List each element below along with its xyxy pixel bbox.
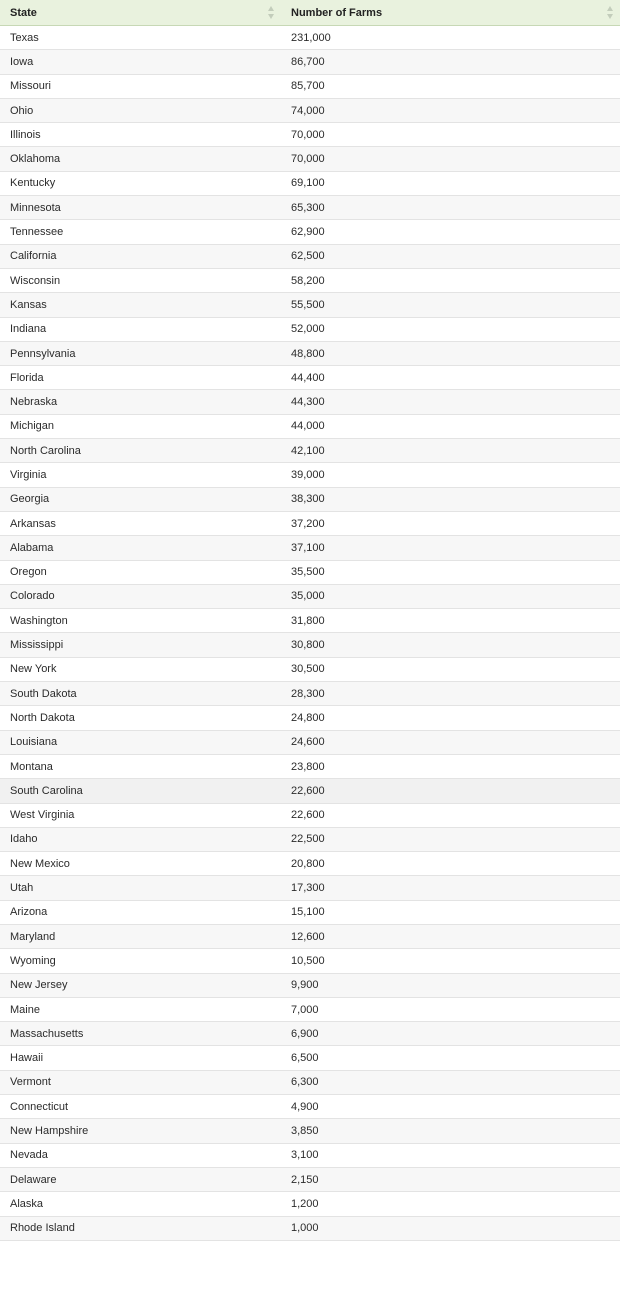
table-row (0, 852, 620, 876)
farms-count-cell: 70,000 (291, 128, 325, 141)
farms-count-cell: 70,000 (291, 153, 325, 166)
table-row (0, 901, 620, 925)
table-row (0, 1144, 620, 1168)
table-row (0, 585, 620, 609)
table-body (0, 26, 620, 1241)
state-cell: Hawaii (10, 1052, 44, 1065)
table-row (0, 828, 620, 852)
farms-count-cell: 6,300 (291, 1076, 319, 1089)
farms-count-cell: 2,150 (291, 1173, 319, 1186)
farms-count-cell: 31,800 (291, 614, 325, 627)
state-cell: Kansas (10, 298, 47, 311)
table-row (0, 415, 620, 439)
table-row (0, 342, 620, 366)
farms-count-cell: 24,800 (291, 711, 325, 724)
farms-count-cell: 55,500 (291, 298, 325, 311)
farms-count-cell: 22,600 (291, 784, 325, 797)
farms-count-cell: 86,700 (291, 55, 325, 68)
state-cell: Alabama (10, 541, 54, 554)
farms-count-cell: 231,000 (291, 31, 331, 44)
table-row (0, 755, 620, 779)
state-cell: Michigan (10, 420, 55, 433)
column-header-number-of-farms[interactable] (281, 0, 620, 25)
table-row (0, 172, 620, 196)
farms-count-cell: 6,900 (291, 1027, 319, 1040)
table-row (0, 1022, 620, 1046)
table-row (0, 439, 620, 463)
state-cell: California (10, 250, 57, 263)
state-cell: Wisconsin (10, 274, 61, 287)
table-row (0, 1095, 620, 1119)
farms-count-cell: 74,000 (291, 104, 325, 117)
farms-count-cell: 44,400 (291, 371, 325, 384)
state-cell: North Carolina (10, 444, 81, 457)
farms-count-cell: 23,800 (291, 760, 325, 773)
state-cell: Florida (10, 371, 44, 384)
farms-count-cell: 48,800 (291, 347, 325, 360)
state-cell: New Hampshire (10, 1125, 89, 1137)
table-row (0, 609, 620, 633)
table-row (0, 658, 620, 682)
state-cell: Mississippi (10, 639, 64, 652)
state-cell: Maryland (10, 930, 56, 943)
column-header-state[interactable] (0, 0, 281, 25)
farms-count-cell: 20,800 (291, 857, 325, 870)
column-header-label: Number of Farms (291, 6, 383, 19)
state-cell: Missouri (10, 80, 51, 93)
table-row (0, 536, 620, 560)
state-cell: Iowa (10, 55, 34, 68)
table-row (0, 925, 620, 949)
state-cell: South Carolina (10, 784, 83, 797)
sort-up-down-icon[interactable] (606, 5, 614, 20)
farms-count-cell: 65,300 (291, 201, 325, 214)
sort-up-down-icon[interactable] (267, 5, 275, 20)
table-row (0, 75, 620, 99)
table-row (0, 779, 620, 803)
table-row (0, 50, 620, 74)
farms-count-cell: 39,000 (291, 468, 325, 481)
table-row (0, 147, 620, 171)
farms-count-cell: 17,300 (291, 882, 325, 895)
state-cell: Kentucky (10, 177, 56, 190)
state-cell: Arkansas (10, 517, 56, 530)
farms-count-cell: 4,900 (291, 1100, 319, 1113)
state-cell: West Virginia (10, 809, 75, 822)
state-cell: Connecticut (10, 1100, 69, 1113)
state-cell: Nevada (10, 1149, 48, 1162)
state-cell: Colorado (10, 590, 55, 603)
farms-count-cell: 62,500 (291, 250, 325, 263)
state-cell: Virginia (10, 468, 47, 481)
farms-count-cell: 35,000 (291, 590, 325, 603)
state-cell: Montana (10, 760, 53, 773)
farms-count-cell: 10,500 (291, 954, 325, 967)
state-cell: Rhode Island (10, 1222, 75, 1235)
state-cell: Louisiana (10, 736, 58, 749)
table-row (0, 804, 620, 828)
state-cell: Illinois (10, 128, 41, 141)
table-row (0, 974, 620, 998)
farms-count-cell: 22,500 (291, 833, 325, 846)
table-row (0, 876, 620, 900)
table-row (0, 561, 620, 585)
farms-count-cell: 1,000 (291, 1222, 319, 1235)
farms-count-cell: 7,000 (291, 1003, 319, 1016)
farms-count-cell: 15,100 (291, 906, 325, 919)
table-row (0, 731, 620, 755)
state-cell: Arizona (10, 906, 48, 919)
table-row (0, 682, 620, 706)
state-cell: New Jersey (10, 979, 68, 992)
state-cell: Oregon (10, 566, 47, 579)
state-cell: Maine (10, 1003, 40, 1016)
state-cell: Nebraska (10, 396, 58, 409)
farms-count-cell: 9,900 (291, 979, 319, 992)
farms-count-cell: 3,100 (291, 1149, 319, 1162)
farms-count-cell: 62,900 (291, 226, 325, 239)
table-row (0, 998, 620, 1022)
table-row (0, 26, 620, 50)
table-row (0, 1071, 620, 1095)
state-cell: South Dakota (10, 687, 77, 700)
farms-count-cell: 42,100 (291, 444, 325, 457)
table-row (0, 196, 620, 220)
farms-count-cell: 58,200 (291, 274, 325, 287)
table-row (0, 1046, 620, 1070)
farms-count-cell: 22,600 (291, 809, 325, 822)
state-cell: Washington (10, 614, 68, 627)
table-row (0, 220, 620, 244)
table-row (0, 366, 620, 390)
farms-count-cell: 44,000 (291, 420, 325, 433)
farms-count-cell: 37,200 (291, 517, 325, 530)
farms-count-cell: 52,000 (291, 323, 325, 336)
state-cell: Minnesota (10, 201, 61, 214)
table-row (0, 390, 620, 414)
farms-count-cell: 30,800 (291, 639, 325, 652)
farms-count-cell: 28,300 (291, 687, 325, 700)
table-row (0, 512, 620, 536)
table-row (0, 1168, 620, 1192)
table-row (0, 269, 620, 293)
farms-count-cell: 12,600 (291, 930, 325, 943)
farms-count-cell: 44,300 (291, 396, 325, 409)
table-row (0, 99, 620, 123)
state-cell: New York (10, 663, 57, 676)
farms-count-cell: 37,100 (291, 541, 325, 554)
farms-count-cell: 38,300 (291, 493, 325, 506)
state-cell: Georgia (10, 493, 50, 506)
state-cell: Indiana (10, 323, 47, 336)
farms-count-cell: 24,600 (291, 736, 325, 749)
state-cell: Utah (10, 882, 34, 895)
farms-count-cell: 3,850 (291, 1125, 319, 1137)
state-cell: Texas (10, 31, 39, 44)
table-row (0, 463, 620, 487)
state-cell: Alaska (10, 1197, 44, 1210)
state-cell: Pennsylvania (10, 347, 76, 360)
state-cell: Wyoming (10, 954, 56, 967)
table-row (0, 318, 620, 342)
table-header (0, 0, 620, 26)
state-cell: New Mexico (10, 857, 70, 870)
table-row (0, 488, 620, 512)
state-cell: Ohio (10, 104, 34, 117)
farms-count-cell: 6,500 (291, 1052, 319, 1065)
state-cell: North Dakota (10, 711, 75, 724)
table-row (0, 633, 620, 657)
state-cell: Tennessee (10, 226, 64, 239)
state-cell: Vermont (10, 1076, 51, 1089)
table-row (0, 123, 620, 147)
table-row (0, 1217, 620, 1241)
table-row (0, 245, 620, 269)
table-row (0, 706, 620, 730)
state-cell: Idaho (10, 833, 38, 846)
state-cell: Delaware (10, 1173, 57, 1186)
table-row (0, 1119, 620, 1143)
column-header-label: State (10, 6, 37, 19)
farms-count-cell: 1,200 (291, 1197, 319, 1210)
farms-count-cell: 30,500 (291, 663, 325, 676)
farms-count-cell: 85,700 (291, 80, 325, 93)
farms-count-cell: 35,500 (291, 566, 325, 579)
table-row (0, 293, 620, 317)
farms-count-cell: 69,100 (291, 177, 325, 190)
state-cell: Oklahoma (10, 153, 61, 166)
state-cell: Massachusetts (10, 1027, 84, 1040)
table-row (0, 1192, 620, 1216)
table-row (0, 949, 620, 973)
